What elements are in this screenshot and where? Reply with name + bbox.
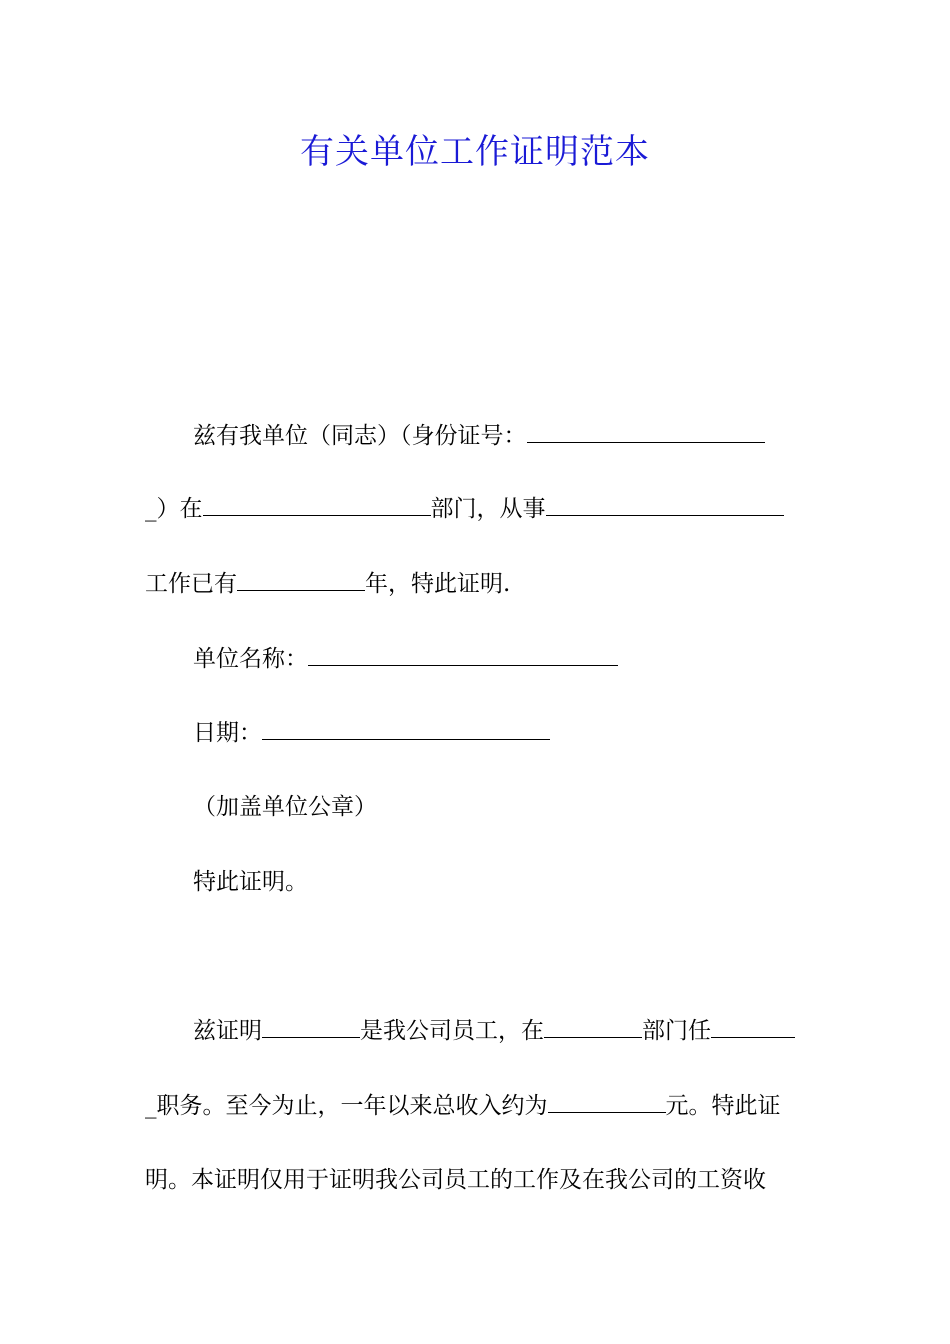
date-blank[interactable] (262, 715, 550, 740)
position-blank[interactable] (711, 1013, 795, 1038)
id-number-blank[interactable] (527, 418, 765, 443)
p2-income-text: _职务。至今为止，一年以来总收入约为 (145, 1093, 548, 1119)
paragraph1-line3 (145, 566, 510, 602)
intro-text: 兹有我单位（同志）（身份证号： (193, 423, 527, 449)
line2-start-text: _）在 (145, 496, 203, 522)
p2-yuan-text: 元。特此证 (665, 1093, 781, 1119)
work-years-text: 工作已有 (145, 571, 237, 597)
unit-name-line (193, 641, 618, 677)
certify-text: 年，特此证明. (365, 571, 511, 597)
date-line (193, 715, 550, 751)
p2-position-text: 部门任 (642, 1018, 711, 1044)
paragraph2-line2 (145, 1088, 781, 1124)
closing-text: 特此证明。 (193, 869, 308, 895)
p2-department-blank[interactable] (544, 1013, 642, 1038)
unit-name-label: 单位名称： (193, 646, 308, 672)
unit-name-blank[interactable] (308, 641, 618, 666)
employee-name-blank[interactable] (262, 1013, 360, 1038)
department-blank[interactable] (203, 491, 431, 516)
p2-employee-text: 是我公司员工，在 (360, 1018, 544, 1044)
seal-note: （加盖单位公章） (193, 794, 377, 820)
years-blank[interactable] (237, 566, 365, 591)
date-label: 日期： (193, 720, 262, 746)
paragraph2-line1 (193, 1013, 795, 1049)
income-blank[interactable] (548, 1088, 666, 1113)
department-text: 部门，从事 (430, 496, 546, 522)
paragraph2-line3: 明。本证明仅用于证明我公司员工的工作及在我公司的工资收 (145, 1167, 766, 1193)
paragraph1-line1 (193, 418, 765, 454)
work-type-blank[interactable] (546, 491, 784, 516)
document-title: 有关单位工作证明范本 (300, 132, 650, 172)
p2-intro-text: 兹证明 (193, 1018, 262, 1044)
paragraph1-line2 (145, 491, 784, 527)
